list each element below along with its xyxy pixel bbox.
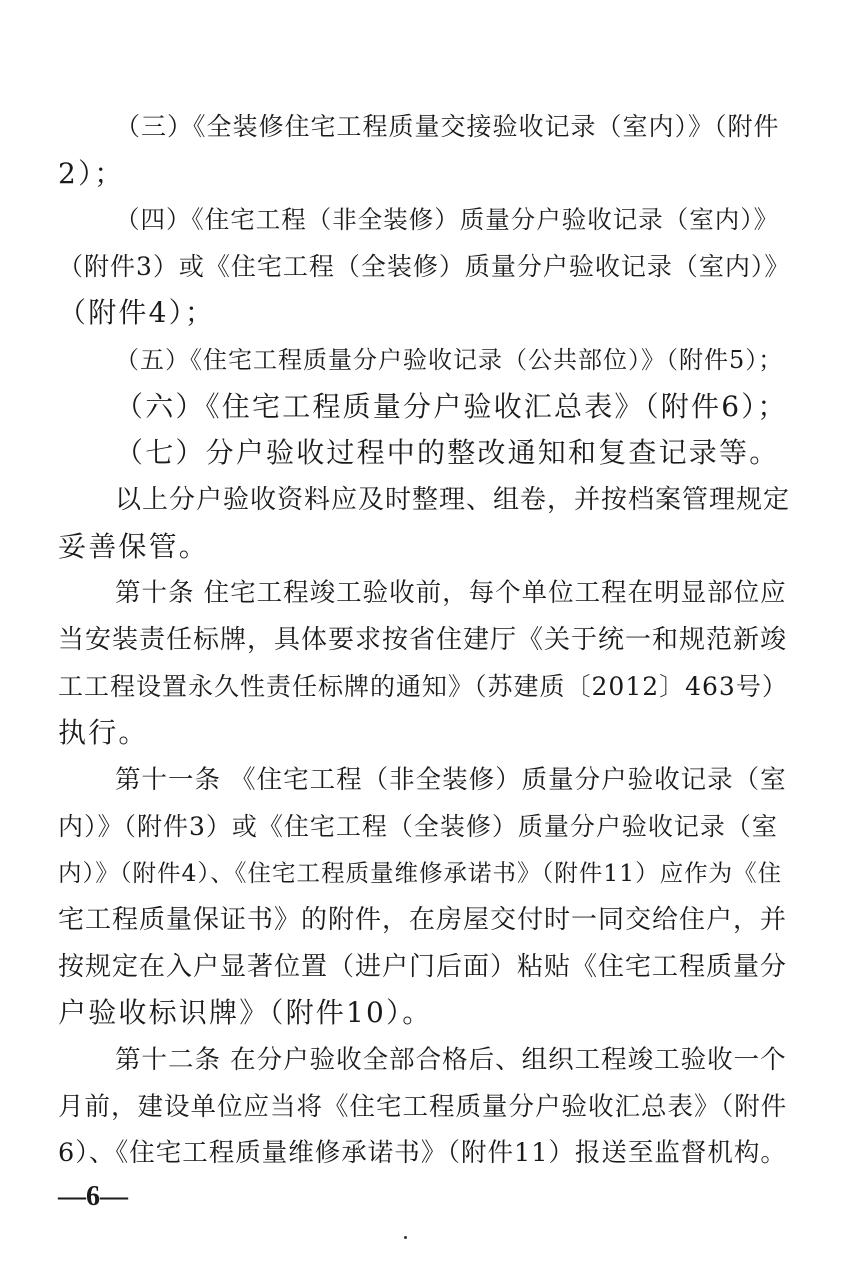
- text-line: 执行。: [58, 716, 149, 749]
- text-line: 2）；: [58, 157, 125, 190]
- text-line: 月前，建设单位应当将《住宅工程质量分户验收汇总表》（附件: [58, 1092, 788, 1122]
- page-number: —6—: [58, 1181, 128, 1212]
- text-line: 当安装责任标牌，具体要求按省住建厅《关于统一和规范新竣: [58, 625, 788, 655]
- text-line: （附件4）；: [58, 296, 216, 329]
- text-line: 妥善保管。: [58, 530, 210, 563]
- text-line: （三）《全装修住宅工程质量交接验收记录（室内）》（附件: [115, 112, 780, 141]
- text-line: （七）分户验收过程中的整改通知和复查记录等。: [115, 436, 780, 469]
- text-line: （附件3）或《住宅工程（全装修）质量分户验收记录（室内）》: [58, 252, 791, 281]
- text-line: 宅工程质量保证书》的附件，在房屋交付时一同交给住户，并: [58, 905, 788, 935]
- text-line: 第十条 住宅工程竣工验收前，每个单位工程在明显部位应: [115, 578, 787, 608]
- text-line: 第十二条 在分户验收全部合格后、组织工程竣工验收一个: [115, 1045, 787, 1075]
- scan-speck: [404, 1236, 407, 1239]
- text-line: 按规定在入户显著位置（进户门后面）粘贴《住宅工程质量分: [58, 952, 788, 982]
- text-line: 第十一条 《住宅工程（非全装修）质量分户验收记录（室: [115, 765, 787, 795]
- text-line: （五）《住宅工程质量分户验收记录（公共部位）》（附件5）；: [115, 346, 784, 374]
- text-line: 内）》（附件3）或《住宅工程（全装修）质量分户验收记录（室: [58, 812, 778, 841]
- text-line: 内）》（附件4）、《住宅工程质量维修承诺书》（附件11）应作为《住: [58, 859, 783, 887]
- text-line: 户验收标识牌》（附件10）。: [58, 996, 433, 1029]
- text-line: 6）、《住宅工程质量维修承诺书》（附件11）报送至监督机构。: [58, 1138, 787, 1168]
- text-line: 以上分户验收资料应及时整理、组卷，并按档案管理规定: [115, 485, 791, 515]
- text-line: 工工程设置永久性责任标牌的通知》（苏建质〔2012〕463号）: [58, 672, 788, 701]
- text-line: （六）《住宅工程质量分户验收汇总表》（附件6）；: [115, 390, 788, 423]
- text-line: （四）《住宅工程（非全装修）质量分户验收记录（室内）》: [115, 205, 779, 234]
